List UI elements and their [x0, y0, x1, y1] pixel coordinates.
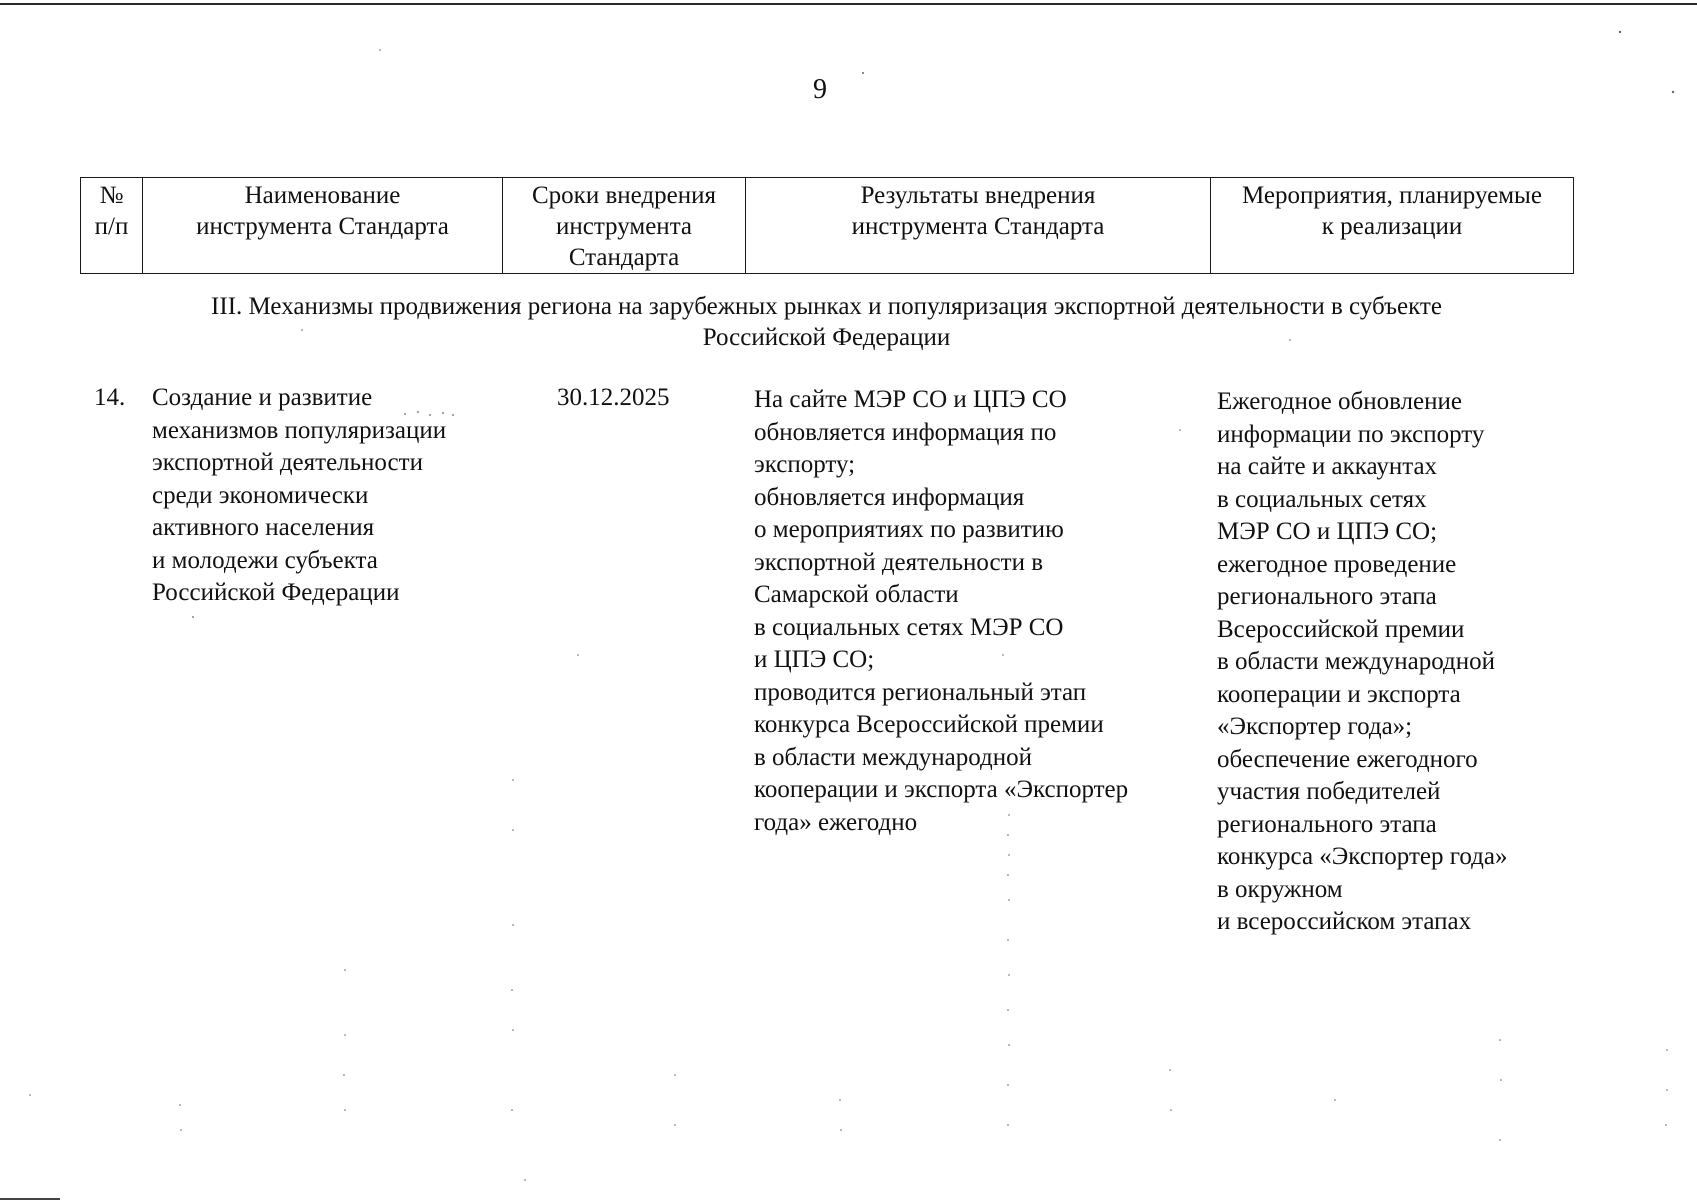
page-number: 9 — [813, 74, 827, 105]
section-title: III. Механизмы продвижения региона на зарубежных рынках и популяризация экспортной деятельности в субъекте Российской Федерации — [211, 293, 1442, 351]
header-activities-label: Мероприятия, планируемые к реализации — [1242, 182, 1542, 240]
header-num-label: № п/п — [94, 182, 129, 240]
row-number: 14. — [94, 384, 126, 411]
header-name-label: Наименование инструмента Стандарта — [196, 182, 449, 240]
row-results: На сайте МЭР СО и ЦПЭ СО обновляется информация по экспорту; обновляется информация о мероприятиях по развитию экспортной деятельности в Самарской области в социальных сетях МЭР СО и ЦПЭ СО; проводится региональный этап конкурса Всероссийской премии в области международной кооперации и экспорта «Экспортер года» ежегодно — [754, 386, 1129, 836]
header-results-label: Результаты внедрения инструмента Стандарта — [851, 182, 1105, 240]
row-activities: Ежегодное обновление информации по экспорту на сайте и аккаунтах в социальных сетях МЭР СО и ЦПЭ СО; ежегодное проведение регионального этапа Всероссийской премии в области международной кооперации и экспорта «Экспортер года»; обеспечение ежегодного участия победителей регионального этапа конкурса «Экспортер года» в окружном и всероссийском этапах — [1217, 388, 1508, 935]
row-deadline: 30.12.2025 — [557, 384, 670, 411]
header-deadline-label: Сроки внедрения инструмента Стандарта — [532, 182, 716, 271]
row-instrument-name: Создание и развитие механизмов популяризации экспортной деятельности среди экономически активного населения и молодежи субъекта Российской Федерации — [152, 384, 447, 606]
